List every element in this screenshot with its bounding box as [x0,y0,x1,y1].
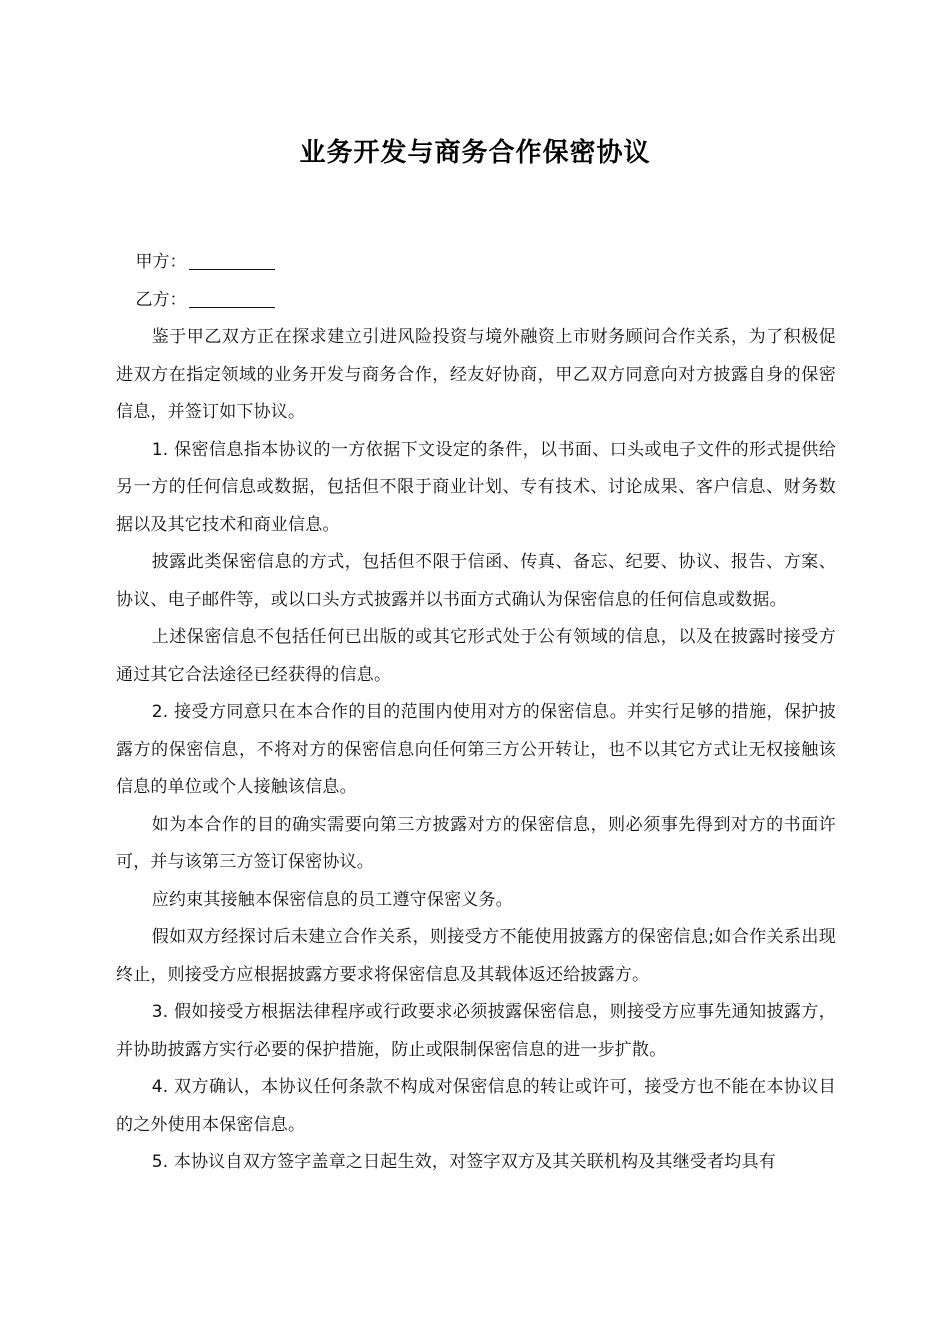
party-b-blank [189,289,275,308]
paragraph-employees: 应约束其接触本保密信息的员工遵守保密义务。 [151,889,513,910]
document-body [116,244,836,1182]
party-a-label: 甲方： [135,252,187,272]
paragraph-clause-4: 4. 双方确认，本协议任何条款不构成对保密信息的转让或许可，接受方也不能在本协议目的之外使用本保密信息。 [116,1077,836,1135]
paragraph-clause-3: 3. 假如接受方根据法律程序或行政要求必须披露保密信息，则接受方应事先通知披露方，并协助披露方实行必要的保护措施，防止或限制保密信息的进一步扩散。 [116,1002,836,1060]
party-b-line [116,282,836,320]
paragraph-clause-2: 2. 接受方同意只在本合作的目的范围内使用对方的保密信息。并实行足够的措施，保护披露方的保密信息，不将对方的保密信息向任何第三方公开转让，也不以其它方式让无权接触该信息的单位或个人接触该信息。 [116,702,836,797]
paragraph-exclusions: 上述保密信息不包括任何已出版的或其它形式处于公有领域的信息，以及在披露时接受方通过其它合法途径已经获得的信息。 [116,627,836,685]
paragraph-clause-5: 5. 本协议自双方签字盖章之日起生效，对签字双方及其关联机构及其继受者均具有 [151,1152,776,1172]
document-title: 业务开发与商务合作保密协议 [299,138,651,168]
paragraph-disclosure-methods: 披露此类保密信息的方式，包括但不限于信函、传真、备忘、纪要、协议、报告、方案、协议、电子邮件等，或以口头方式披露并以书面方式确认为保密信息的任何信息或数据。 [116,552,836,610]
paragraph-clause-1: 1. 保密信息指本协议的一方依据下文设定的条件，以书面、口头或电子文件的形式提供给另一方的任何信息或数据，包括但不限于商业计划、专有技术、讨论成果、客户信息、财务数据以及其它技术和商业信息。 [116,439,836,535]
party-a-blank [189,251,275,270]
party-b-label: 乙方： [135,289,187,310]
paragraph-third-party: 如为本合作的目的确实需要向第三方披露对方的保密信息，则必须事先得到对方的书面许可，并与该第三方签订保密协议。 [116,814,836,872]
paragraph-preamble: 鉴于甲乙双方正在探求建立引进风险投资与境外融资上市财务顾问合作关系，为了积极促进双方在指定领域的业务开发与商务合作，经友好协商，甲乙双方同意向对方披露自身的保密信息，并签订如下协议。 [116,327,836,422]
paragraph-termination: 假如双方经探讨后未建立合作关系，则接受方不能使用披露方的保密信息;如合作关系出现终止，则接受方应根据披露方要求将保密信息及其载体返还给披露方。 [116,927,836,985]
party-a-line [116,244,836,282]
